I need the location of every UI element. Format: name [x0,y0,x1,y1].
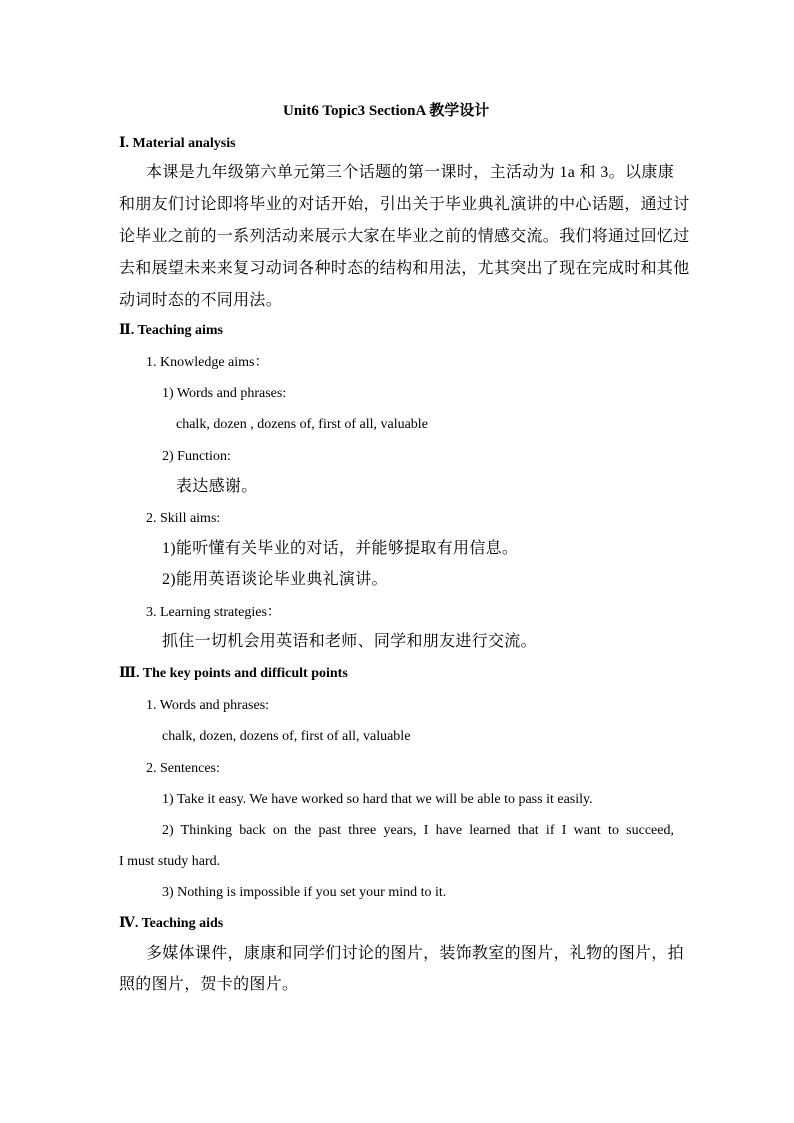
paragraph-line: 和朋友们讨论即将毕业的对话开始，引出关于毕业典礼演讲的中心话题，通过讨 [119,196,690,213]
sentences-label: 2. Sentences: [146,761,220,776]
function-text: 表达感谢。 [176,478,258,495]
function-label: 2) Function: [162,449,231,464]
sentence-3: 3) Nothing is impossible if you set your mind to it. [162,885,447,900]
paragraph-line: 去和展望未来来复习动词各种时态的结构和用法，尤其突出了现在完成时和其他 [119,260,690,277]
sentence-2: 2) Thinking back on the past three years, I have learned that if I want to succeed, [162,823,674,838]
teaching-aids-line: 多媒体课件，康康和同学们讨论的图片，装饰教室的图片，礼物的图片，拍 [146,945,684,962]
section-heading-teaching-aims: Ⅱ. Teaching aims [119,323,223,338]
sentence-2-continued: I must study hard. [119,854,221,869]
skill-aim-1: 1)能听懂有关毕业的对话，并能够提取有用信息。 [162,540,519,557]
section-heading-key-points: Ⅲ. The key points and difficult points [119,666,348,681]
paragraph-line: 论毕业之前的一系列活动来展示大家在毕业之前的情感交流。我们将通过回忆过 [119,228,690,245]
sentence-1: 1) Take it easy. We have worked so hard that we will be able to pass it easily. [162,792,593,807]
key-words-phrases-label: 1. Words and phrases: [146,698,270,713]
learning-strategies-label: 3. Learning strategies： [146,605,281,620]
words-phrases-list: chalk, dozen , dozens of, first of all, valuable [176,417,428,432]
skill-aim-2: 2)能用英语谈论毕业典礼演讲。 [162,571,388,588]
document-title: Unit6 Topic3 SectionA 教学设计 [283,103,490,119]
key-words-phrases-list: chalk, dozen, dozens of, first of all, valuable [162,729,411,744]
learning-strategies-text: 抓住一切机会用英语和老师、同学和朋友进行交流。 [162,633,537,650]
skill-aims-label: 2. Skill aims: [146,511,221,526]
section-heading-teaching-aids: Ⅳ. Teaching aids [119,916,224,931]
paragraph-line: 本课是九年级第六单元第三个话题的第一课时，主活动为 1a 和 3。以康康 [146,164,674,181]
paragraph-line: 动词时态的不同用法。 [119,292,283,309]
section-heading-material-analysis: Ⅰ. Material analysis [119,136,236,151]
words-phrases-label: 1) Words and phrases: [162,386,287,401]
knowledge-aims-label: 1. Knowledge aims： [146,355,269,370]
teaching-aids-line: 照的图片，贺卡的图片。 [119,976,299,993]
